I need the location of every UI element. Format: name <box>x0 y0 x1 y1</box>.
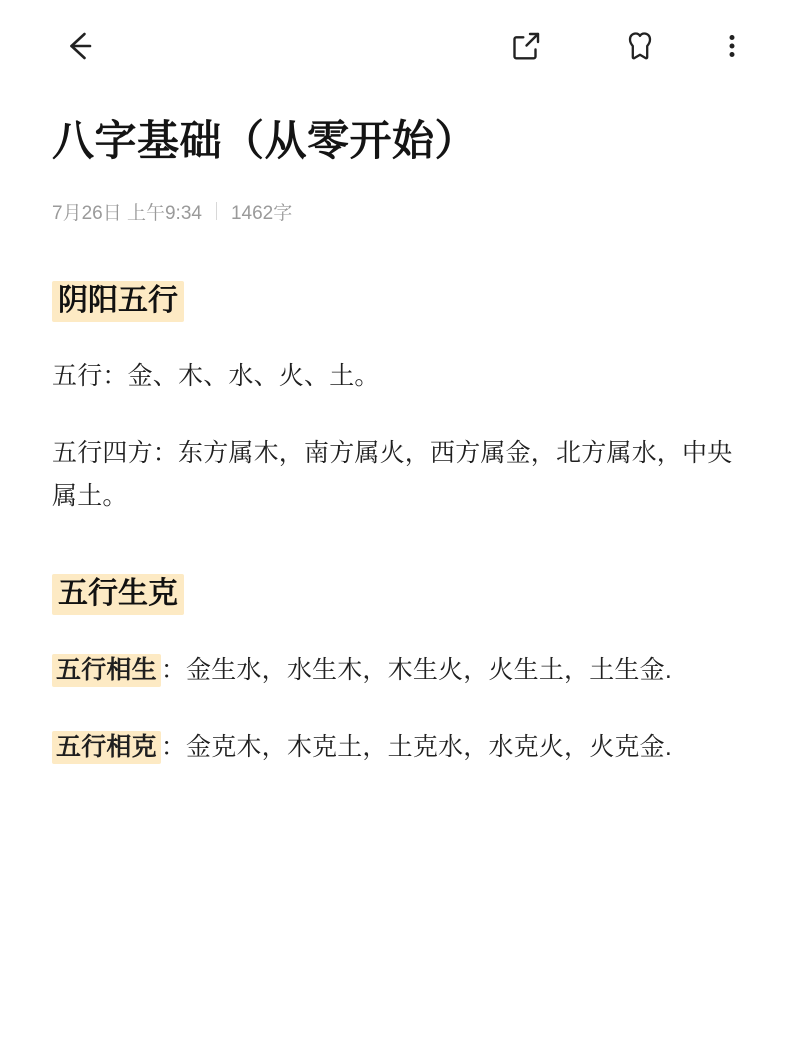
article-date: 7月26日 上午9:34 <box>52 202 202 224</box>
more-vertical-icon[interactable] <box>706 20 758 72</box>
section-2-paragraph-2-label: 五行相克 <box>52 731 161 764</box>
article-content <box>0 114 800 769</box>
section-1-paragraph-1: 五行：金、木、水、火、土。 <box>52 362 380 391</box>
section-2-paragraph-1-label: 五行相生 <box>52 654 161 687</box>
share-export-icon[interactable] <box>500 20 552 72</box>
top-app-bar <box>0 0 800 92</box>
section-1-paragraph-2: 五行四方：东方属木，南方属火，西方属金，北方属水，中央属土。 <box>52 439 733 511</box>
meta-divider <box>216 202 217 220</box>
section-2-paragraph-2-text: ：金克木，木克土，土克水，水克火，火克金. <box>160 732 672 761</box>
section-2-paragraph-2 <box>52 726 748 769</box>
section-heading-2-text: 五行生克 <box>52 574 184 615</box>
bookmark-heart-icon[interactable] <box>614 20 666 72</box>
section-heading-1 <box>52 281 748 322</box>
back-icon[interactable] <box>52 18 108 74</box>
section-heading-2 <box>52 574 748 615</box>
article-meta <box>52 198 748 225</box>
page-title: 八字基础（从零开始） <box>52 117 478 164</box>
section-2-paragraph-1-text: ：金生水，水生木，木生火，火生土，土生金. <box>160 655 672 684</box>
section-heading-1-text: 阴阳五行 <box>52 281 184 322</box>
section-2-paragraph-1 <box>52 649 748 692</box>
article-word-count: 1462字 <box>230 202 293 224</box>
